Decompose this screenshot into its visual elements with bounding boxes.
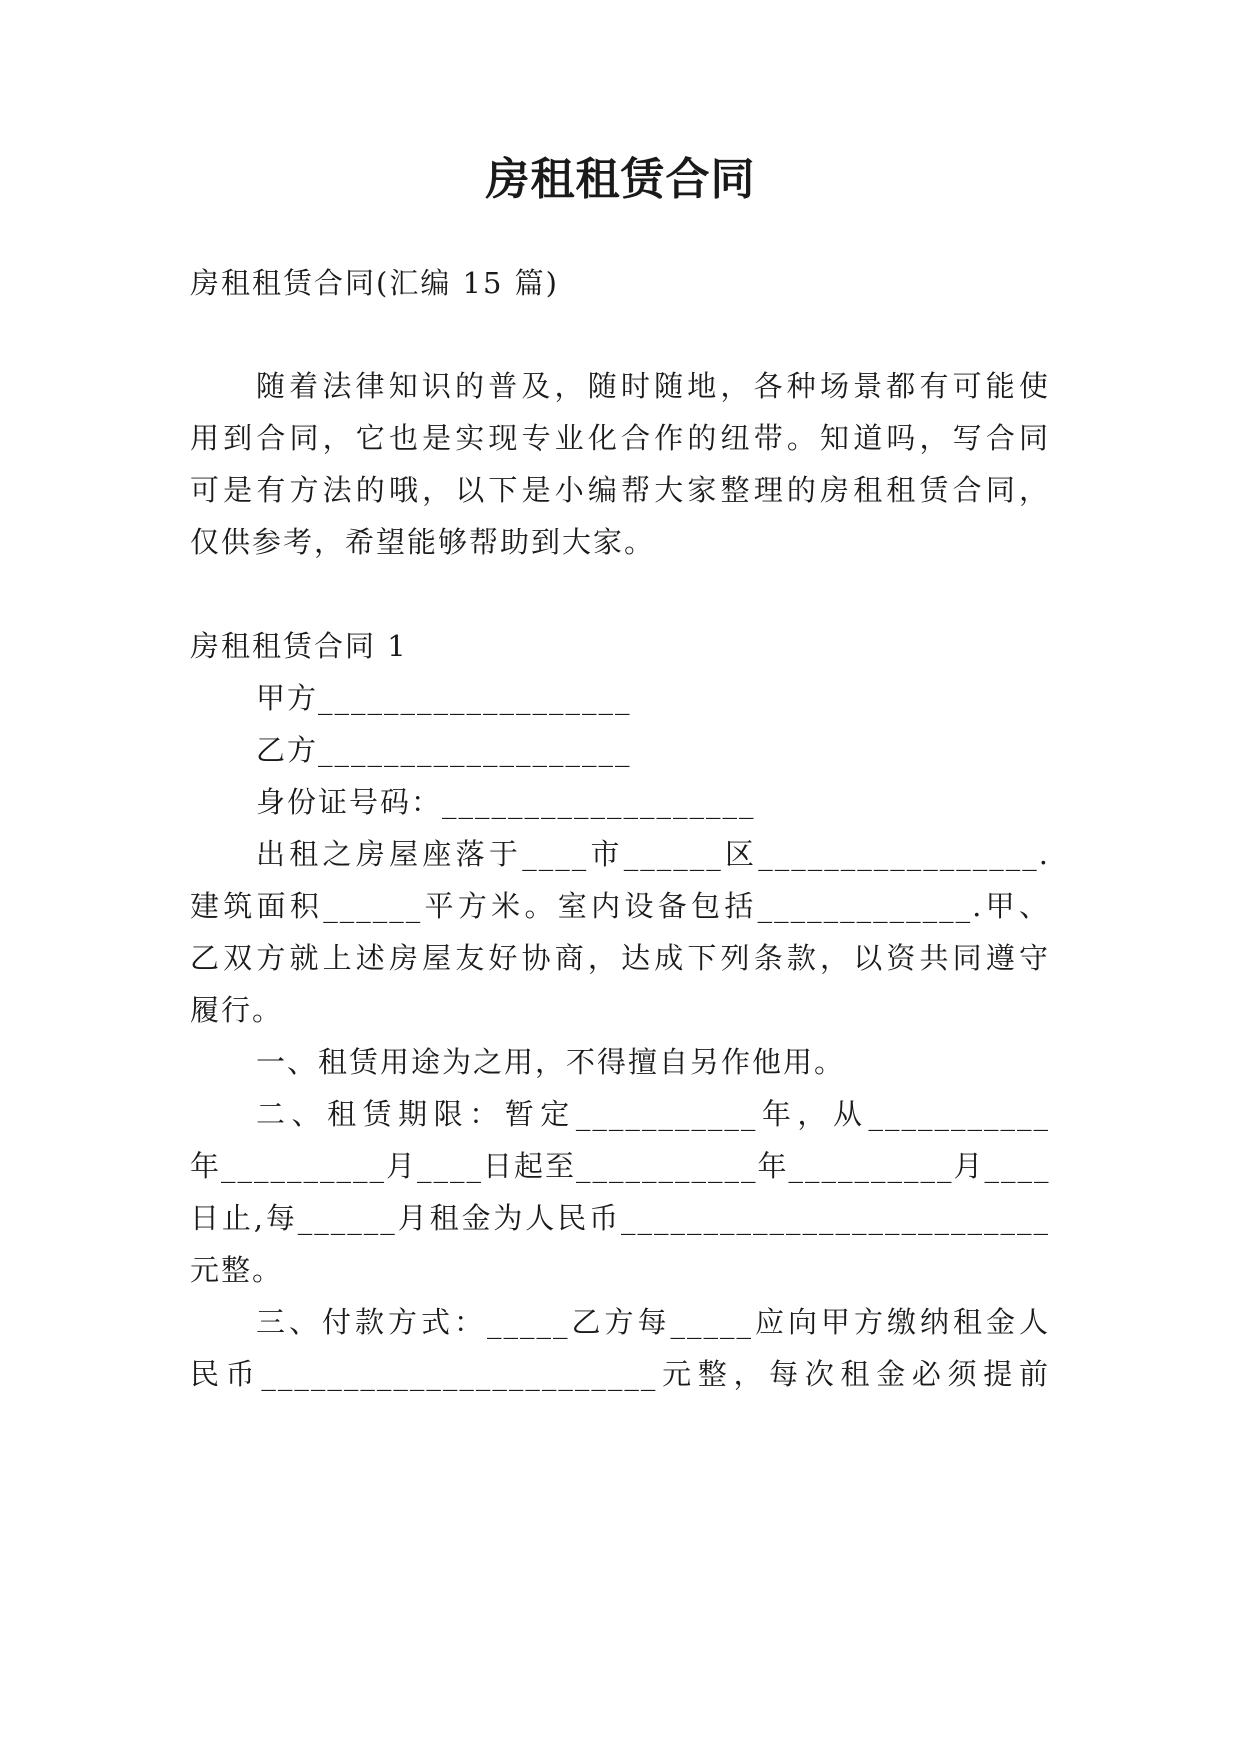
clause-line: 一、租赁用途为之用，不得擅自另作他用。	[256, 1045, 846, 1079]
clause-line: 履行。	[190, 993, 284, 1027]
clause-line: 民币________________________元整，每次租金必须提前	[190, 1357, 1050, 1391]
intro-line: 用到合同，它也是实现专业化合作的纽带。知道吗，写合同	[190, 421, 1050, 455]
clause-line: 年__________月____日起至___________年__________月____	[190, 1149, 1051, 1183]
clause-line: 建筑面积______平方米。室内设备包括_____________.甲、	[190, 889, 1050, 923]
clause-line: 元整。	[190, 1253, 284, 1287]
clause-line: 三、付款方式：_____乙方每_____应向甲方缴纳租金人	[256, 1305, 1050, 1339]
party-a-line: 甲方___________________	[256, 681, 632, 715]
clause-line: 二、租赁期限：暂定___________年，从___________	[256, 1097, 1050, 1131]
intro-line: 仅供参考，希望能够帮助到大家。	[190, 525, 656, 559]
clause-line: 出租之房屋座落于____市______区_________________.	[256, 837, 1050, 871]
party-b-line: 乙方___________________	[256, 733, 632, 767]
clause-line: 日止,每______月租金为人民币__________________________	[190, 1201, 1050, 1235]
clause-line: 乙双方就上述房屋友好协商，达成下列条款，以资共同遵守	[190, 941, 1050, 975]
document-subtitle: 房租租赁合同(汇编 15 篇)	[190, 266, 559, 300]
section-heading: 房租租赁合同 1	[190, 629, 408, 663]
intro-line: 可是有方法的哦，以下是小编帮大家整理的房租租赁合同，	[190, 473, 1050, 507]
id-number-line: 身份证号码：___________________	[256, 785, 756, 819]
document-title: 房租租赁合同	[485, 154, 756, 205]
intro-line: 随着法律知识的普及，随时随地，各种场景都有可能使	[256, 369, 1050, 403]
